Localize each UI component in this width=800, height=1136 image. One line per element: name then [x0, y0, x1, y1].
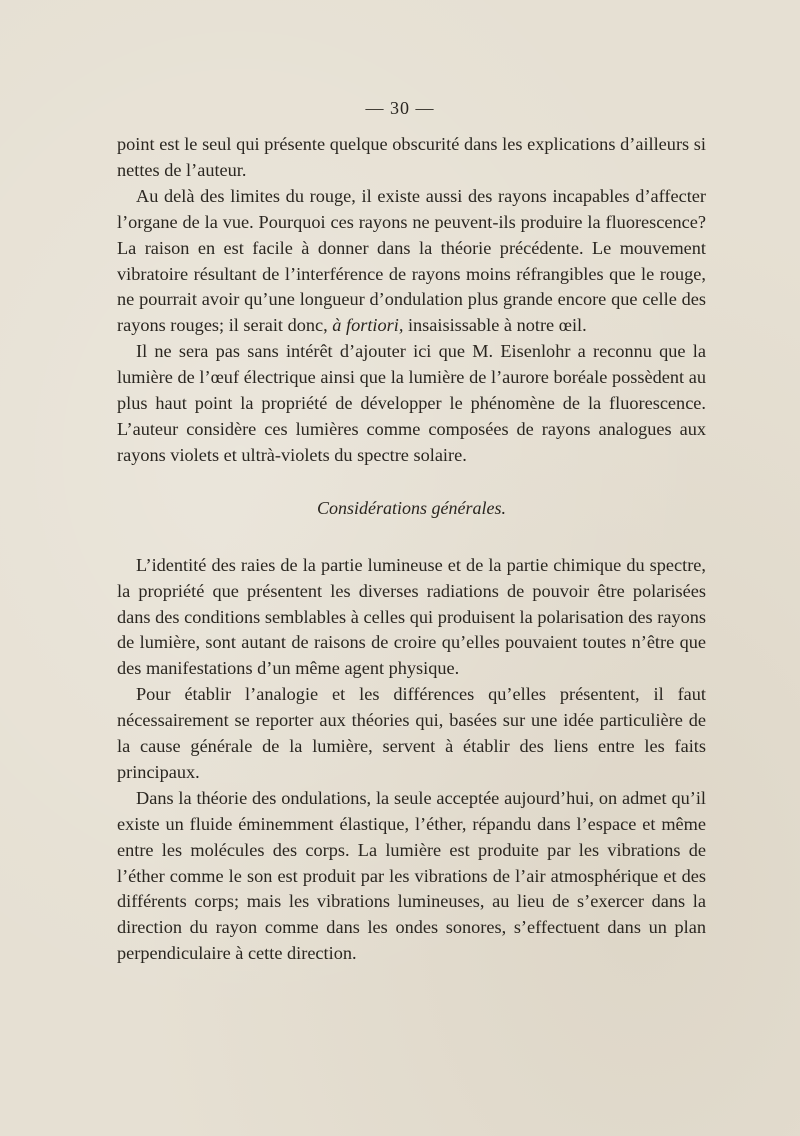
section-heading: Considérations générales. [317, 497, 506, 518]
paragraph-4: L’identité des raies de la partie lumineuse et de la partie chimique du spectre, la propriété que présentent les diverses radiations de pouvoir être polarisées dans des conditions semblables à celles qui produisent la polarisation des rayons de lumière, sont autant de raisons de croire qu’elles pouvaient toutes n’être que des manifestations d’un même agent physique. [117, 554, 706, 679]
paragraph-2 [117, 184, 706, 339]
paragraph-2-tail: insaisissable à notre œil. [403, 315, 587, 336]
page-number: — 30 — [365, 98, 435, 118]
paragraph-5: Pour établir l’analogie et les différences qu’elles présentent, il faut nécessairement se reporter aux théories qui, basées sur une idée particulière de la cause générale de la lumière, servent à établir des liens entre les faits principaux. [117, 684, 706, 782]
italic-phrase: à fortiori, [332, 315, 404, 336]
paragraph-6: Dans la théorie des ondulations, la seule acceptée aujourd’hui, on admet qu’il existe un fluide éminemment élastique, l’éther, répandu dans l’espace et même entre les molécules des corps. La lumière est produite par les vibrations de l’éther comme le son est produit par les vibrations de l’air atmosphérique et des différents corps; mais les vibrations lumineuses, au lieu de s’exercer dans la direction du rayon comme dans les ondes sonores, s’effectuent dans un plan perpendiculaire à cette direction. [117, 787, 706, 964]
paragraph-2-text: Au delà des limites du rouge, il existe aussi des rayons incapables d’affecter l’organe de la vue. Pourquoi ces rayons ne peuvent-ils produire la fluorescence? La raison en est facile à donner dans la théorie précédente. Le mouvement vibratoire résultant de l’interférence de rayons moins réfrangibles que le rouge, ne pourrait avoir qu’une longueur d’ondulation plus grande encore que celle des rayons rouges; il serait donc, [117, 185, 706, 336]
paragraph-1: point est le seul qui présente quelque obscurité dans les explications d’ailleurs si nettes de l’auteur. [117, 134, 706, 180]
paragraph-3: Il ne sera pas sans intérêt d’ajouter ici que M. Eisenlohr a reconnu que la lumière de l’œuf électrique ainsi que la lumière de l’aurore boréale possèdent au plus haut point la propriété de développer le phénomène de la fluorescence. L’auteur considère ces lumières comme composées de rayons analogues aux rayons violets et ultrà-violets du spectre solaire. [117, 341, 706, 465]
page-body [117, 132, 706, 967]
